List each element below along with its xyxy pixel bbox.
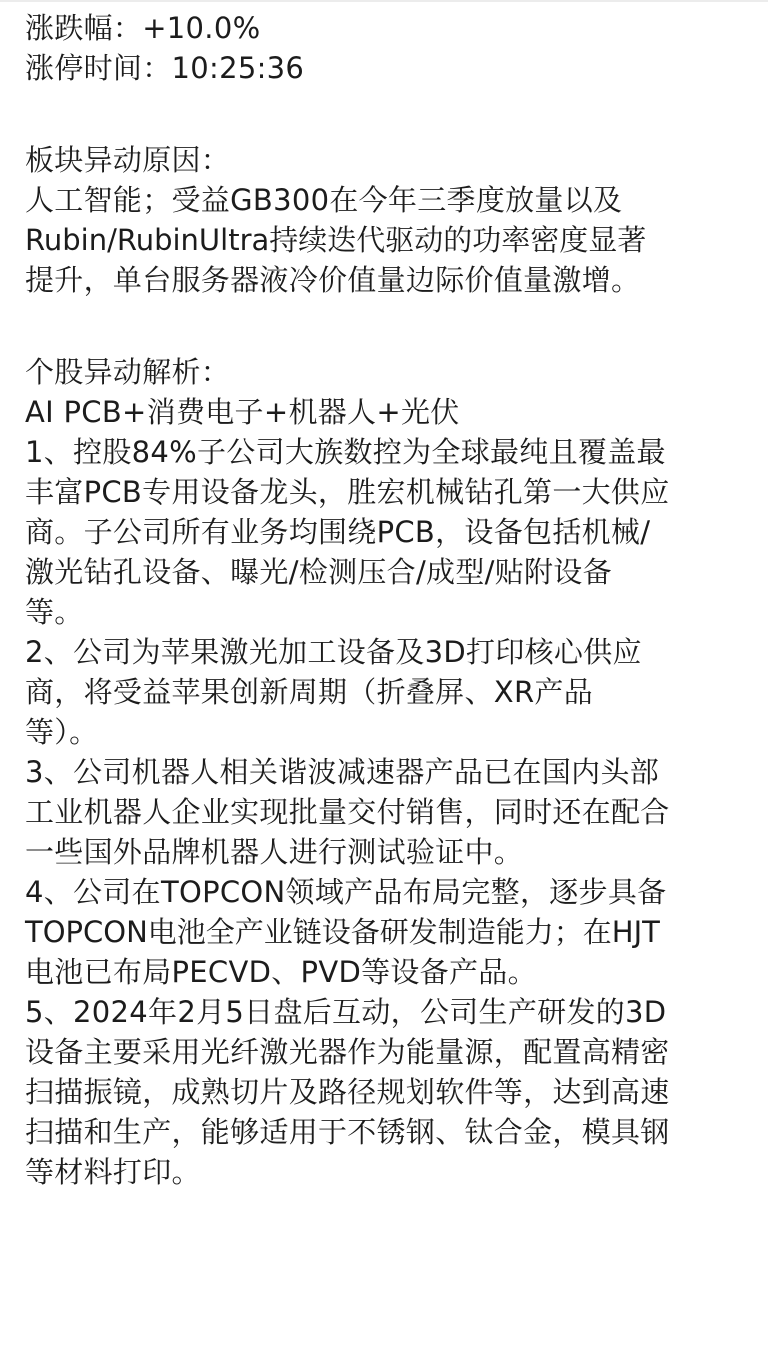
stock-heading: 个股异动解析： [25,355,231,389]
point-line: 3、公司机器人相关谐波减速器产品已在国内头部 [25,755,660,789]
point-line: 设备主要采用光纤激光器作为能量源，配置高精密 [25,1035,670,1069]
point-line: 5、2024年2月5日盘后互动，公司生产研发的3D [25,995,667,1029]
point-line: 等）。 [25,715,99,749]
point-line: TOPCON电池全产业链设备研发制造能力；在HJT [25,915,660,949]
point-line: 等。 [25,595,84,629]
spacer [25,300,747,352]
point-line: 激光钻孔设备、曝光/检测压合/成型/贴附设备 [25,555,612,589]
top-divider [0,0,768,2]
point-item [25,752,747,872]
point-line: 商，将受益苹果创新周期（折叠屏、XR产品 [25,675,594,709]
sector-line: 提升，单台服务器液冷价值量边际价值量激增。 [25,263,641,297]
limit-up-time: 涨停时间：10:25:36 [25,51,305,85]
point-line: 扫描和生产，能够适用于不锈钢、钛合金，模具钢 [25,1115,670,1149]
point-line: 一些国外品牌机器人进行测试验证中。 [25,835,524,869]
point-line: 4、公司在TOPCON领域产品布局完整，逐步具备 [25,875,667,909]
point-item [25,872,747,992]
article-body [25,8,747,1192]
point-line: 丰富PCB专用设备龙头，胜宏机械钻孔第一大供应 [25,475,670,509]
change-percent: 涨跌幅：+10.0% [25,11,261,45]
point-line: 商。子公司所有业务均围绕PCB，设备包括机械/ [25,515,651,549]
point-line: 工业机器人企业实现批量交付销售，同时还在配合 [25,795,670,829]
sector-line: 人工智能；受益GB300在今年三季度放量以及 [25,183,623,217]
spacer [25,88,747,140]
point-item [25,632,747,752]
point-item [25,992,747,1192]
point-line: 等材料打印。 [25,1155,201,1189]
point-line: 2、公司为苹果激光加工设备及3D打印核心供应 [25,635,642,669]
sector-heading: 板块异动原因： [25,143,231,177]
sector-line: Rubin/RubinUltra持续迭代驱动的功率密度显著 [25,223,647,257]
point-item [25,432,747,632]
point-line: 扫描振镜，成熟切片及路径规划软件等，达到高速 [25,1075,670,1109]
point-line: 电池已布局PECVD、PVD等设备产品。 [25,955,537,989]
stock-tags: AI PCB+消费电子+机器人+光伏 [25,395,460,429]
point-line: 1、控股84%子公司大族数控为全球最纯且覆盖最 [25,435,666,469]
